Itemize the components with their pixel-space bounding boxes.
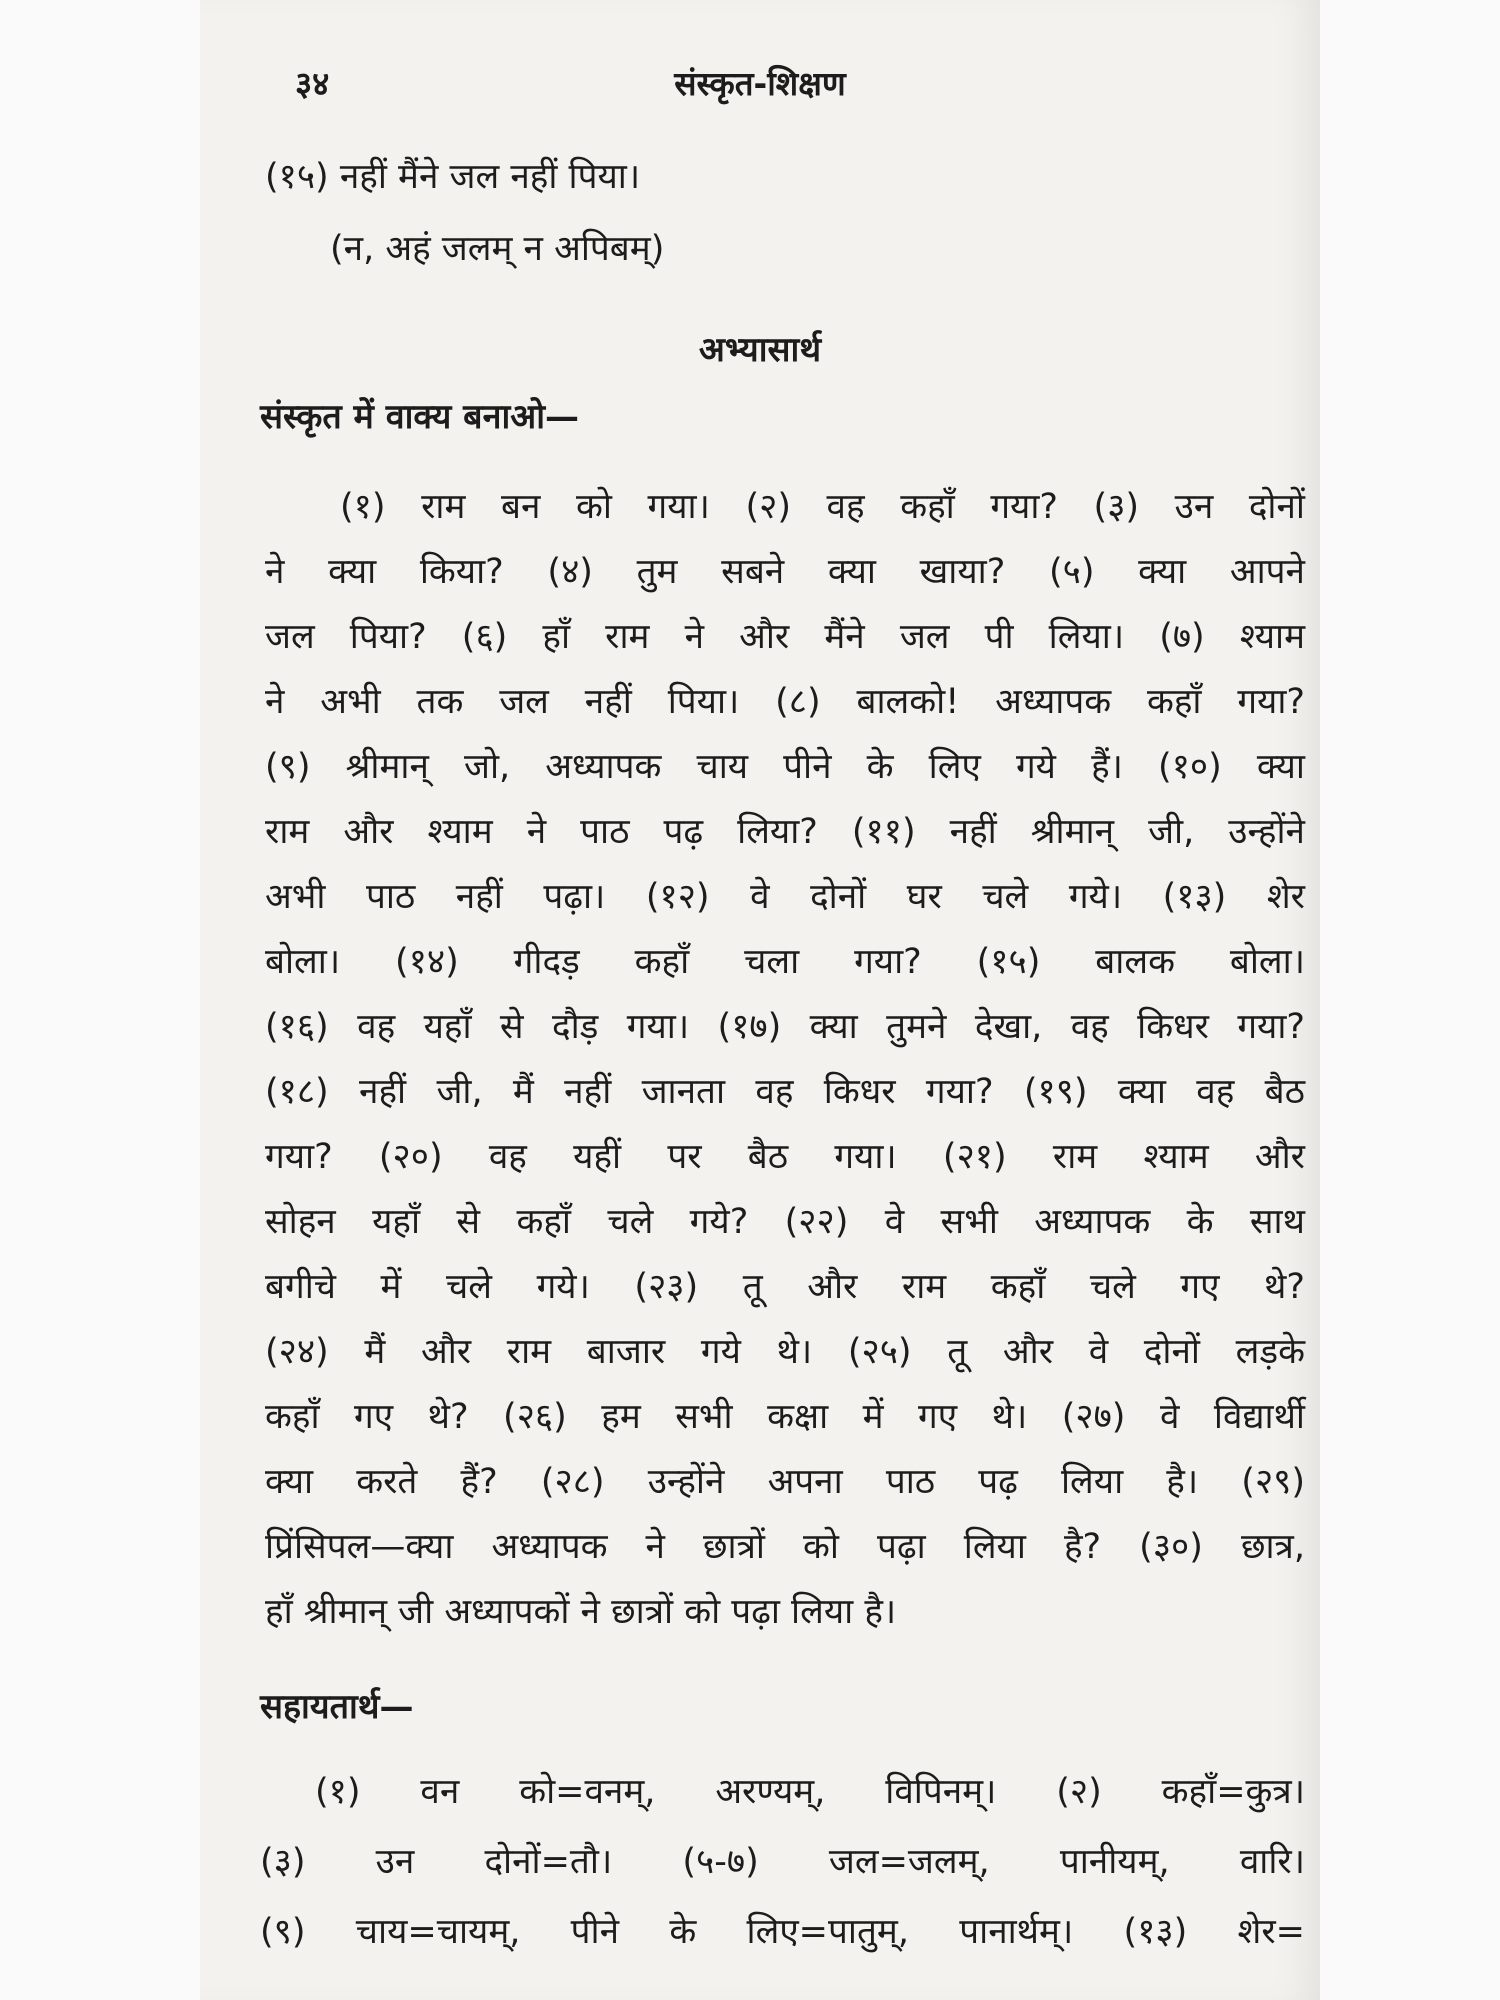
exercise-line: जल पिया? (६) हाँ राम ने और मैंने जल पी लिया। (७) श्याम: [265, 617, 1305, 657]
exercise-line: (१६) वह यहाँ से दौड़ गया। (१७) क्या तुमने देखा, वह किधर गया?: [265, 1007, 1305, 1047]
example-translation: (न, अहं जलम् न अपिबम्): [330, 229, 665, 269]
exercise-line: (२४) मैं और राम बाजार गये थे। (२५) तू और वे दोनों लड़के: [265, 1332, 1305, 1372]
exercise-line: कहाँ गए थे? (२६) हम सभी कक्षा में गए थे। (२७) वे विद्यार्थी: [265, 1397, 1305, 1437]
exercise-line: (१) राम बन को गया। (२) वह कहाँ गया? (३) उन दोनों: [340, 487, 1305, 527]
exercise-line: बोला। (१४) गीदड़ कहाँ चला गया? (१५) बालक बोला।: [265, 942, 1305, 982]
book-page: [200, 0, 1320, 2000]
exercise-line: अभी पाठ नहीं पढ़ा। (१२) वे दोनों घर चले गये। (१३) शेर: [265, 877, 1305, 917]
exercise-line: सोहन यहाँ से कहाँ चले गये? (२२) वे सभी अध्यापक के साथ: [265, 1202, 1305, 1242]
help-heading: सहायतार्थ—: [260, 1687, 414, 1727]
exercise-line: ने क्या किया? (४) तुम सबने क्या खाया? (५) क्या आपने: [265, 552, 1305, 592]
exercise-line: बगीचे में चले गये। (२३) तू और राम कहाँ चले गए थे?: [265, 1267, 1305, 1307]
exercise-line: राम और श्याम ने पाठ पढ़ लिया? (११) नहीं श्रीमान् जी, उन्होंने: [265, 812, 1305, 852]
exercise-line: प्रिंसिपल—क्या अध्यापक ने छात्रों को पढ़ा लिया है? (३०) छात्र,: [265, 1527, 1305, 1567]
help-line: (९) चाय=चायम्, पीने के लिए=पातुम्, पानार्थम्। (१३) शेर=: [260, 1912, 1305, 1952]
exercise-line: (९) श्रीमान् जो, अध्यापक चाय पीने के लिए गये हैं। (१०) क्या: [265, 747, 1305, 787]
help-line: (३) उन दोनों=तौ। (५-७) जल=जलम्, पानीयम्, वारि।: [260, 1842, 1305, 1882]
page-number: ३४: [295, 64, 330, 103]
help-line: (१) वन को=वनम्, अरण्यम्, विपिनम्। (२) कहाँ=कुत्र।: [315, 1772, 1305, 1812]
running-title: संस्कृत-शिक्षण: [674, 64, 846, 103]
background-left: [0, 0, 200, 2000]
exercise-line: क्या करते हैं? (२८) उन्होंने अपना पाठ पढ़ लिया है। (२९): [265, 1462, 1305, 1502]
exercise-line: हाँ श्रीमान् जी अध्यापकों ने छात्रों को पढ़ा लिया है।: [265, 1592, 897, 1632]
exercise-line: ने अभी तक जल नहीं पिया। (८) बालको! अध्यापक कहाँ गया?: [265, 682, 1305, 722]
background-right: [1320, 0, 1500, 2000]
section-title: अभ्यासार्थ: [698, 330, 822, 370]
exercise-line: गया? (२०) वह यहीं पर बैठ गया। (२१) राम श्याम और: [265, 1137, 1305, 1177]
example-sentence: (१५) नहीं मैंने जल नहीं पिया।: [265, 157, 641, 197]
exercise-instruction: संस्कृत में वाक्य बनाओ—: [260, 397, 580, 437]
exercise-line: (१८) नहीं जी, मैं नहीं जानता वह किधर गया? (१९) क्या वह बैठ: [265, 1072, 1305, 1112]
